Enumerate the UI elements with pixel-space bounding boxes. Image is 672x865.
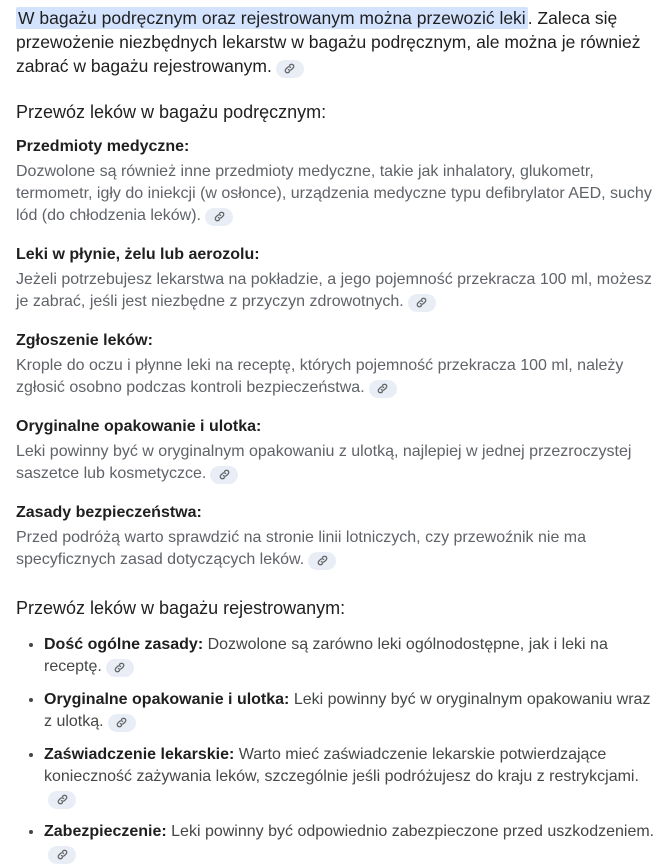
checked-bullet-list: [16, 634, 656, 865]
link-icon: [113, 661, 126, 674]
link-icon: [56, 793, 69, 806]
list-item-text: Leki powinny być w oryginalnym opakowaniu wraz z ulotką.: [44, 691, 651, 730]
cabin-sections: [16, 136, 656, 571]
list-item: [44, 821, 656, 865]
list-item-term: Oryginalne opakowanie i ulotka:: [44, 691, 290, 708]
list-item-term: Dość ogólne zasady:: [44, 636, 204, 653]
source-link-button[interactable]: [48, 846, 76, 864]
source-link-button[interactable]: [308, 552, 336, 570]
section-body: [16, 441, 656, 485]
link-icon: [218, 468, 231, 481]
section-title: Leki w płynie, żelu lub aerozolu:: [16, 246, 260, 263]
info-section: [16, 502, 656, 571]
section-body: [16, 355, 656, 399]
source-link-button[interactable]: [408, 294, 436, 312]
source-link-button[interactable]: [106, 659, 134, 677]
source-link-button[interactable]: [205, 208, 233, 226]
link-icon: [415, 296, 428, 309]
intro-highlight: W bagażu podręcznym oraz rejestrowanym można przewozić leki: [18, 8, 526, 28]
heading-checked-baggage: Przewóz leków w bagażu rejestrowanym:: [16, 598, 346, 618]
link-icon: [213, 210, 226, 223]
source-link-button[interactable]: [108, 714, 136, 732]
section-title: Zgłoszenie leków:: [16, 332, 153, 349]
info-section: [16, 416, 656, 485]
link-icon: [376, 382, 389, 395]
list-item: [44, 689, 656, 733]
section-title: Oryginalne opakowanie i ulotka:: [16, 418, 262, 435]
section-body-text: Krople do oczu i płynne leki na receptę, których pojemność przekracza 100 ml, należy zgłosić osobno podczas kontroli bezpieczeństwa.: [16, 357, 624, 396]
list-item-text: Warto mieć zaświadczenie lekarskie potwierdzające konieczność zażywania leków, szczególnie jeśli podróżujesz do kraju z restrykcjami.: [44, 746, 639, 785]
source-link-button[interactable]: [369, 380, 397, 398]
source-link-button[interactable]: [210, 466, 238, 484]
list-item-term: Zabezpieczenie:: [44, 823, 167, 840]
link-icon: [115, 716, 128, 729]
section-body: [16, 269, 656, 313]
intro-text: . Zaleca się przewożenie niezbędnych lekarstw w bagażu podręcznym, ale można je również zabrać w bagażu rejestrowanym.: [16, 8, 641, 76]
link-icon: [316, 554, 329, 567]
link-icon: [56, 848, 69, 861]
link-icon: [283, 62, 296, 75]
section-body: [16, 527, 656, 571]
section-body-text: Przed podróżą warto sprawdzić na stronie linii lotniczych, czy przewoźnik nie ma specyficznych zasad dotyczących leków.: [16, 529, 587, 568]
list-item-text: Leki powinny być odpowiednio zabezpieczone przed uszkodzeniem.: [166, 823, 655, 840]
section-title: Przedmioty medyczne:: [16, 138, 190, 155]
section-body-text: Dozwolone są również inne przedmioty medyczne, takie jak inhalatory, glukometr, termometr, igły do iniekcji (w osłonce), urządzenia medyczne typu defibrylator AED, suchy lód (do chłodzenia leków).: [16, 163, 652, 224]
section-body-text: Leki powinny być w oryginalnym opakowaniu z ulotką, najlepiej w jednej przezroczystej saszetce lub kosmetyczce.: [16, 443, 632, 482]
section-body: [16, 161, 656, 227]
heading-cabin-baggage: Przewóz leków w bagażu podręcznym:: [16, 102, 327, 122]
list-item: [44, 744, 656, 810]
source-link-button[interactable]: [276, 60, 304, 78]
info-section: [16, 136, 656, 227]
section-body-text: Jeżeli potrzebujesz lekarstwa na pokładzie, a jego pojemność przekracza 100 ml, możesz je zabrać, jeśli jest niezbędne z przyczyn zdrowotnych.: [16, 271, 652, 310]
info-section: [16, 330, 656, 399]
intro-paragraph: [16, 6, 656, 78]
list-item-term: Zaświadczenie lekarskie:: [44, 746, 235, 763]
source-link-button[interactable]: [48, 791, 76, 809]
info-section: [16, 244, 656, 313]
section-title: Zasady bezpieczeństwa:: [16, 504, 202, 521]
list-item-text: Dozwolone są zarówno leki ogólnodostępne, jak i leki na receptę.: [44, 636, 608, 675]
list-item: [44, 634, 656, 678]
